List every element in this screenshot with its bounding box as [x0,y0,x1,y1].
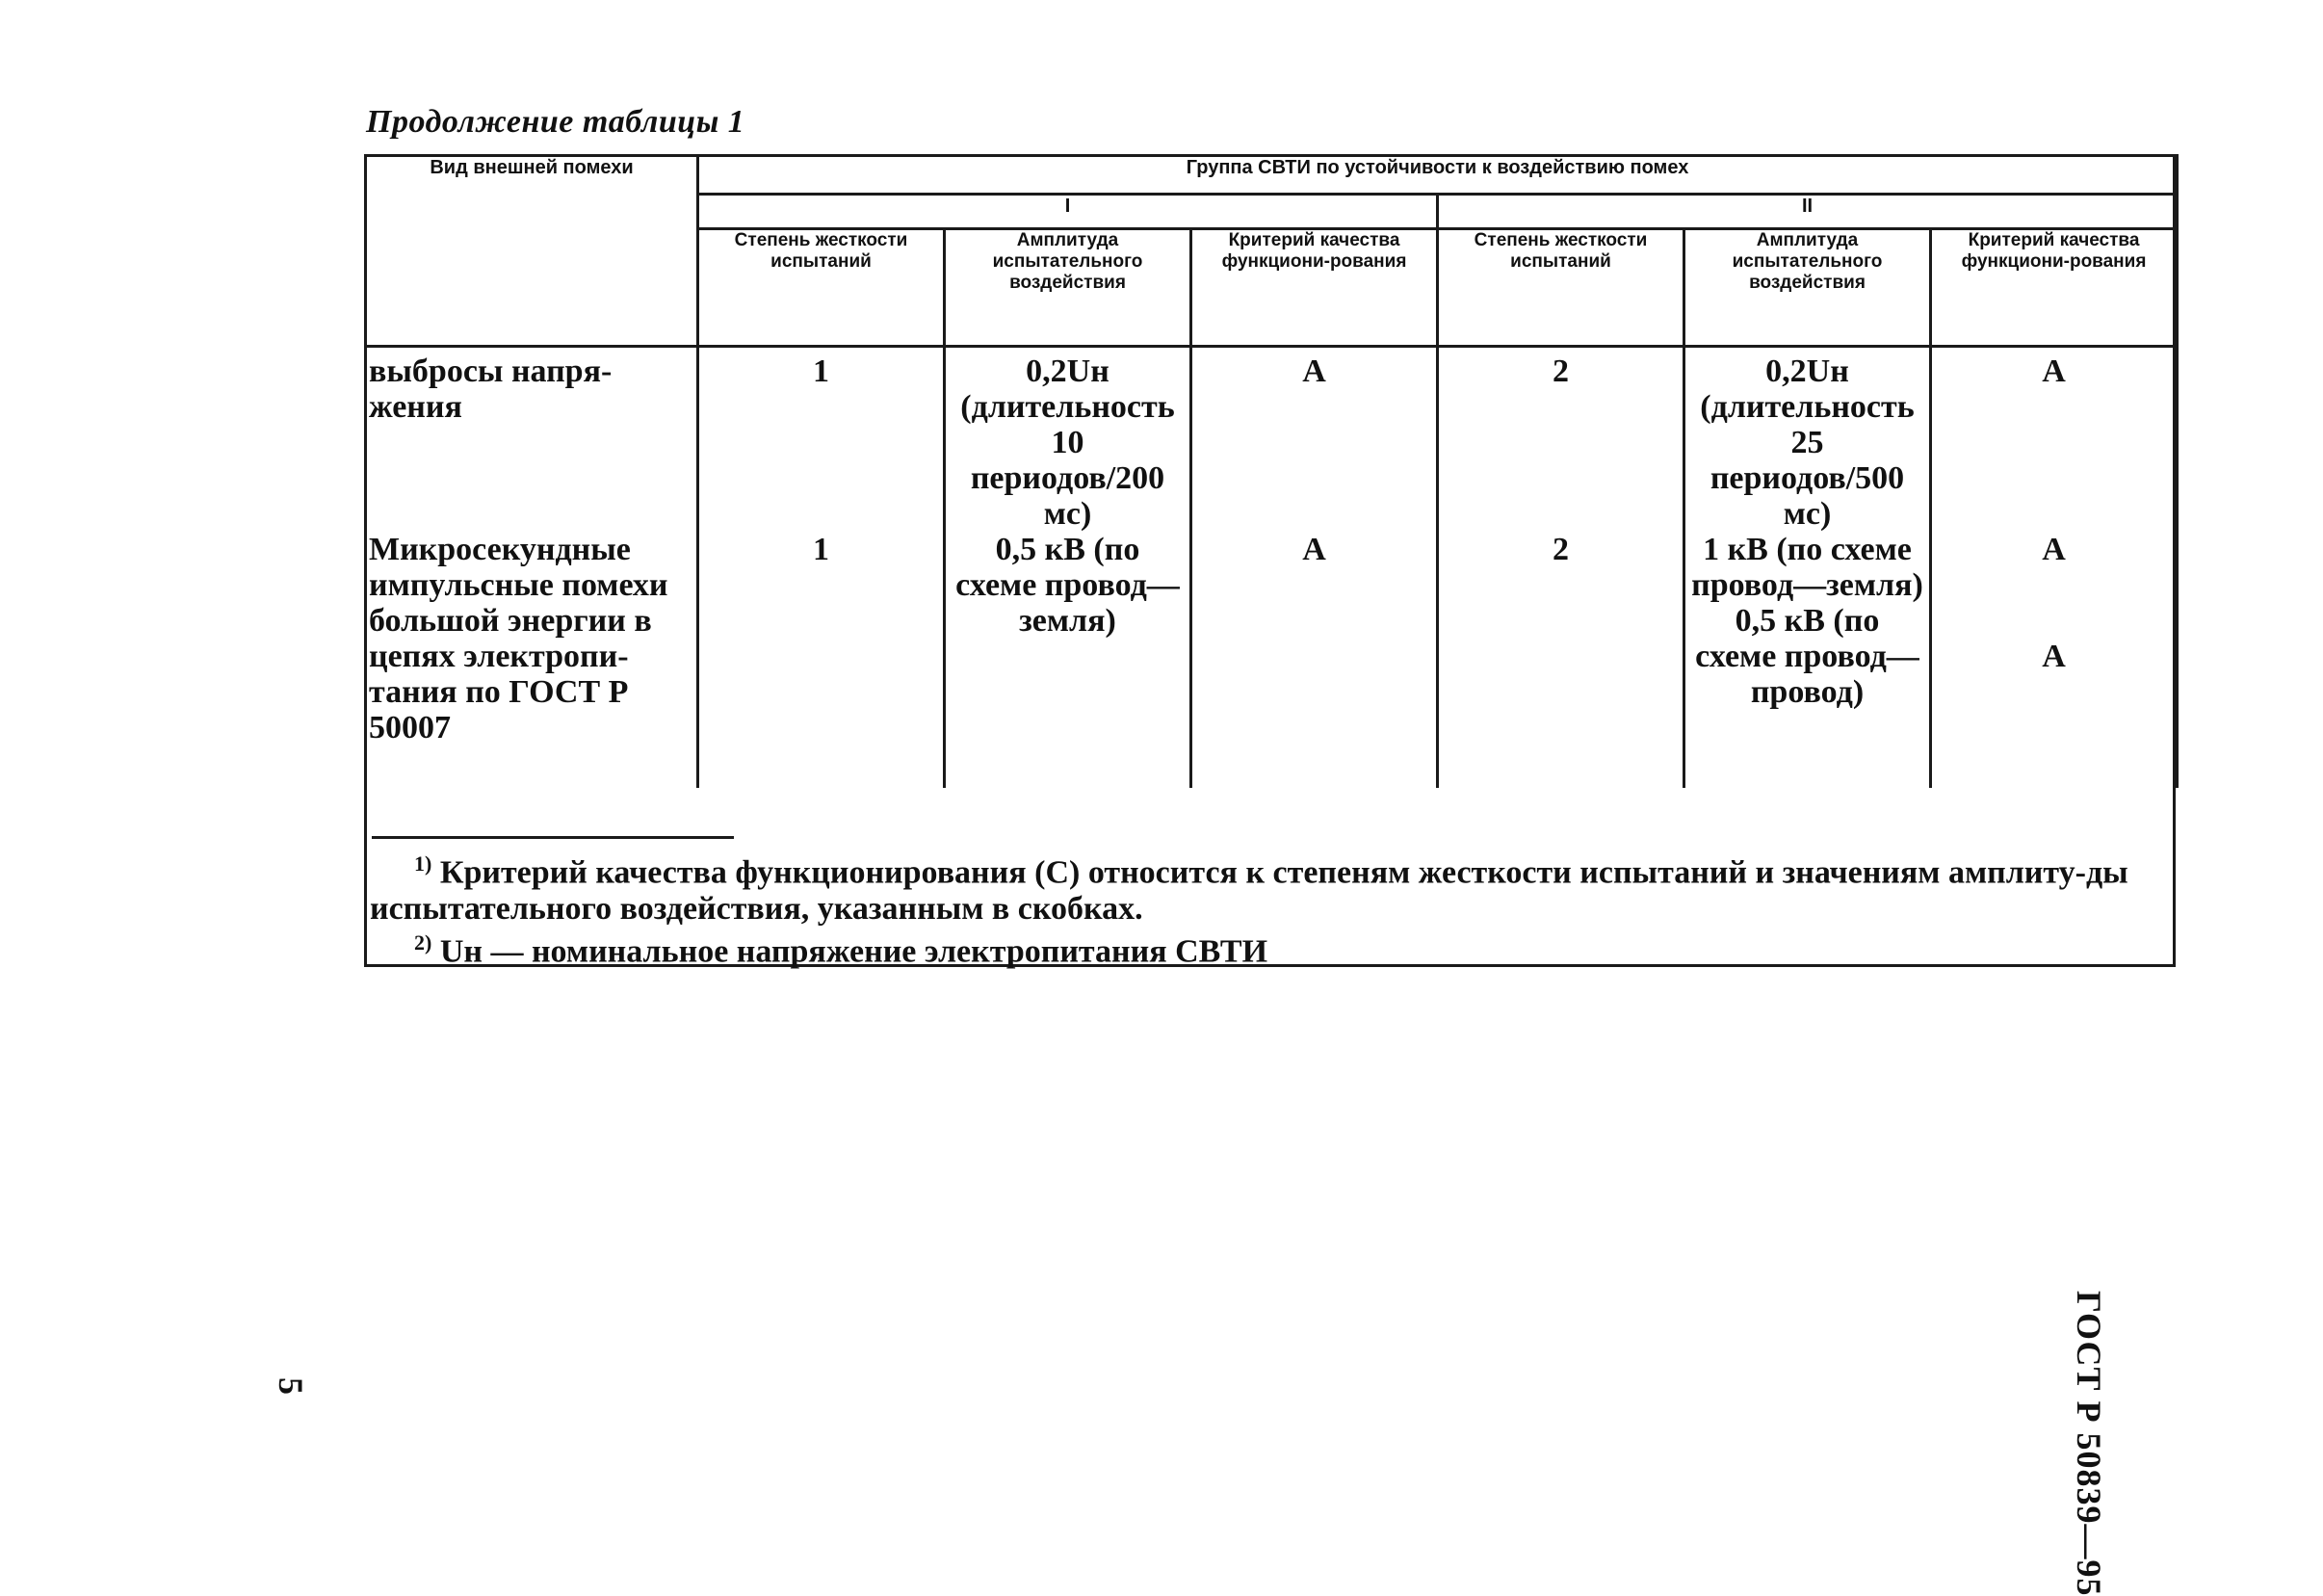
cell-kriteriy-ii: А [1931,347,2178,533]
cell-amplituda-i: 0,5 кВ (по схеме провод—земля) [945,532,1191,788]
footnote-1-text: Критерий качества функционирования (С) относится к степеням жесткости испытаний и значениям амплиту-ды испытательного воздействия, указанным в скобках. [370,854,2128,928]
row-name: Микросекундные импульсные помехи большой энергии в цепях электропи-тания по ГОСТ Р 50007 [366,532,698,788]
footnote-1-mark: 1) [414,851,432,876]
footnote-divider [372,836,734,839]
header-stepen-i: Степень жесткости испытаний [698,229,945,347]
cell-stepen-i: 1 [698,532,945,788]
kriteriy-ii-value-1: А [2042,532,2066,567]
document-standard-label: ГОСТ Р 50839—95 [2070,1291,2108,1596]
amplituda-ii-value-1: 1 кВ (по схеме провод—земля) [1691,532,1923,603]
table-row [366,532,2178,788]
cell-stepen-ii: 2 [1438,347,1684,533]
kriteriy-ii-value-2: А [2042,639,2066,674]
amplituda-ii-value-2: 0,5 кВ (по схеме провод—провод) [1695,603,1919,710]
footnote-2-text: Uн — номинальное напряжение электропитания СВТИ [439,933,1268,970]
header-kriteriy-i: Критерий качества функциони-рования [1191,229,1438,347]
interference-table [364,154,2179,788]
table-row [366,347,2178,533]
page-number: 5 [272,1377,310,1395]
header-amplituda-ii: Амплитуда испытательного воздействия [1684,229,1931,347]
header-kriteriy-ii: Критерий качества функциони-рования [1931,229,2178,347]
table-caption: Продолжение таблицы 1 [366,104,745,140]
cell-amplituda-i: 0,2Uн (длительность 10 периодов/200 мс) [945,347,1191,533]
cell-kriteriy-i: А [1191,347,1438,533]
footnote-1 [370,846,2161,928]
header-group: Группа СВТИ по устойчивости к воздействию помех [698,156,2178,195]
cell-amplituda-ii [1684,532,1931,788]
cell-stepen-ii: 2 [1438,532,1684,788]
header-vid: Вид внешней помехи [366,156,698,347]
header-group-ii: II [1438,195,2178,229]
footnote-2-mark: 2) [414,930,432,955]
cell-amplituda-ii: 0,2Uн (длительность 25 периодов/500 мс) [1684,347,1931,533]
header-group-i: I [698,195,1438,229]
cell-kriteriy-i: А [1191,532,1438,788]
header-amplituda-i: Амплитуда испытательного воздействия [945,229,1191,347]
cell-stepen-i: 1 [698,347,945,533]
header-stepen-ii: Степень жесткости испытаний [1438,229,1684,347]
cell-kriteriy-ii [1931,532,2178,788]
footnote-2 [414,925,2206,970]
row-name: выбросы напря-жения [366,347,698,533]
